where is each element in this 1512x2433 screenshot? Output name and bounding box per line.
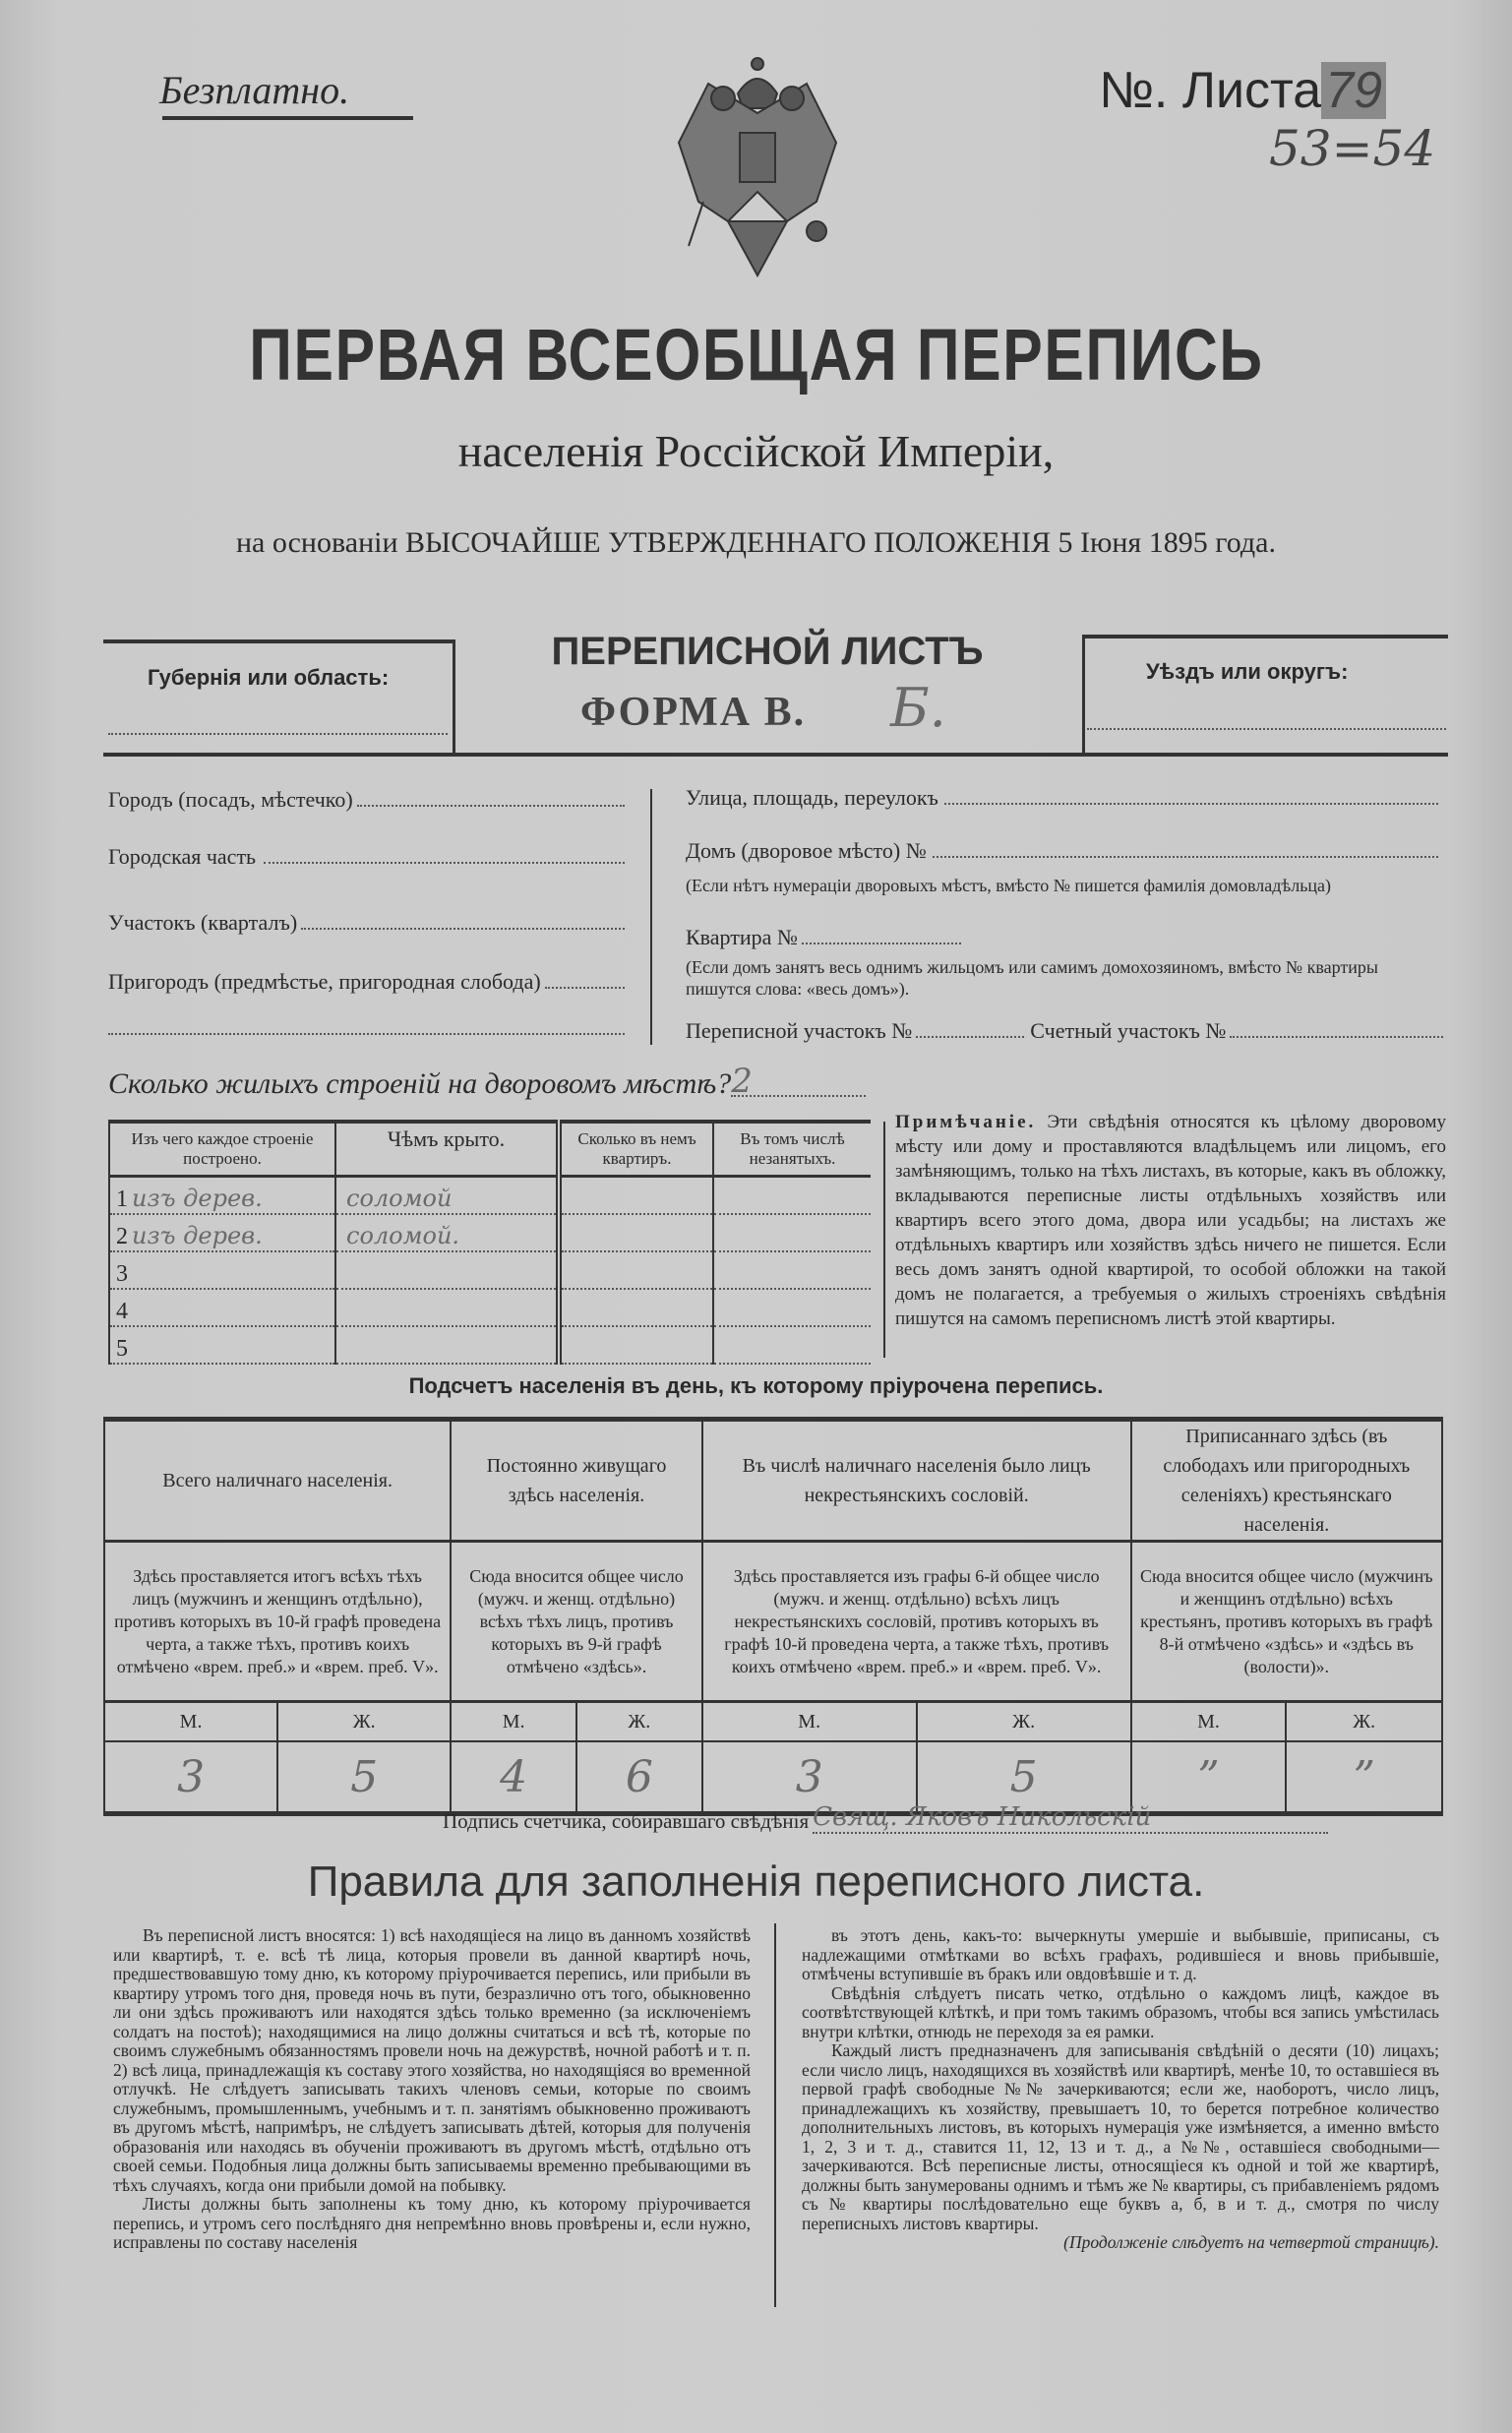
row-number: 4 <box>116 1299 128 1324</box>
title-text: ПЕРВАЯ ВСЕОБЩАЯ ПЕРЕПИСЬ <box>248 314 1264 395</box>
permanent-male[interactable]: 4 <box>451 1741 576 1814</box>
sheet-number-value: 79 <box>1321 62 1386 119</box>
col-material: Изъ чего каждое строеніе построено. <box>109 1122 335 1177</box>
precinct-field[interactable] <box>301 910 625 930</box>
col-vacant: Въ томъ числѣ незанятыхъ. <box>713 1122 871 1177</box>
rules-paragraph: Въ переписной листъ вносятся: 1) всѣ находящіеся на лицо въ данномъ хозяйствѣ или квартирѣ, т. е. всѣ тѣ лица, которыя провели въ данной квартирѣ ночь, предшествовавшую тому дню, къ которому пріурочивается перепись, или прибыли въ квартиру утромъ того дня, проведя ночь въ пути, безразлично отъ того, обыкновенно ли они здѣсь проживаютъ или находятся здѣсь только временно (за исключеніемъ солдатъ на постоѣ); находящимися на лицо должны считаться и всѣ тѣ, которые по своимъ служебнымъ обязанностямъ провели ночь на дежурствѣ, ночной работѣ и т. п. 2) всѣ лица, принадлежащія къ составу этого хозяйства, но находящіяся во временной отлучкѣ. Не слѣдуетъ записывать такихъ членовъ семьи, которые по своимъ служебнымъ, промышленнымъ, учебнымъ и т. п. занятіямъ обыкновенно проживаютъ въ другомъ мѣстѣ, напримѣръ, не слѣдуетъ записывать дѣтей, которыя для полученія образованія или находясь въ обученіи проживаютъ въ другомъ мѣстѣ, отдѣльно отъ своей семьи. Подобныя лица должны быть записываемы временно пребывающими въ тѣхъ случаяхъ, когда они прибыли домой на побывку. <box>113 1925 751 2195</box>
form-label: ФОРМА В. <box>580 690 807 735</box>
buildings-header-row <box>109 1122 871 1177</box>
suburb-row <box>108 969 625 995</box>
street-row <box>686 785 1438 811</box>
house-label: Домъ (дворовое мѣсто) № <box>686 838 927 863</box>
building-cell-roof[interactable] <box>335 1289 559 1326</box>
building-cell-flats[interactable] <box>559 1177 713 1215</box>
city-label: Городъ (посадъ, мѣстечко) <box>108 787 353 812</box>
rules-right-column <box>802 1926 1439 2253</box>
suburb-label: Пригородъ (предмѣстье, пригородная слобода) <box>108 969 541 994</box>
building-cell-material[interactable] <box>109 1214 335 1251</box>
population-count-table <box>103 1417 1443 1816</box>
house-field[interactable] <box>933 838 1438 858</box>
count-col-permanent: Постоянно живущаго здѣсь населенія. <box>451 1420 701 1542</box>
female-label: Ж. <box>917 1702 1131 1742</box>
gubernia-label: Губернія или область: <box>148 665 390 690</box>
uezd-label: Уѣздъ или округъ: <box>1146 659 1349 684</box>
suburb-field[interactable] <box>545 969 625 989</box>
divider <box>103 639 453 643</box>
subtitle: населенія Россійской Имперіи, <box>457 426 1055 476</box>
flat-note: (Если домъ занятъ весь однимъ жильцомъ или самимъ домохозяиномъ, вмѣсто № квартиры пишутся слова: «весь домъ»). <box>686 957 1378 999</box>
signature-row <box>443 1802 1328 1834</box>
census-district-field[interactable] <box>916 1018 1024 1038</box>
precinct-row <box>108 910 625 936</box>
gubernia-field[interactable] <box>108 733 448 735</box>
divider <box>883 1122 885 1358</box>
rules-paragraph: Свѣдѣнія слѣдуетъ писать четко, отдѣльно о каждомъ лицѣ, каждое въ соотвѣтствующей клѣткѣ, и при томъ такимъ образомъ, чтобы вся запись умѣстилась внутри клѣтки, отнюдь не переходя за ея рамки. <box>802 1982 1439 2041</box>
col-flats: Сколько въ немъ квартиръ. <box>559 1122 713 1177</box>
count-col-peasant: Приписаннаго здѣсь (въ слободахъ или пригородныхъ селеніяхъ) крестьянскаго населенія. <box>1131 1420 1442 1542</box>
building-row <box>109 1214 871 1251</box>
row-number: 3 <box>116 1261 128 1287</box>
male-label: М. <box>104 1702 277 1742</box>
divider <box>774 1923 776 2307</box>
rules-paragraph: Листы должны быть заполнены къ тому дню, къ которому пріурочивается перепись, и утромъ сего послѣдняго дня непремѣнно вновь провѣрены и, если нужно, исправлены по составу населенія <box>113 2194 751 2252</box>
imperial-eagle-icon <box>669 54 846 280</box>
building-roof: соломой. <box>346 1222 460 1249</box>
sheet-title: ПЕРЕПИСНОЙ ЛИСТЪ <box>551 630 984 673</box>
building-cell-material[interactable] <box>109 1177 335 1215</box>
city-part-field[interactable] <box>264 844 625 864</box>
building-cell-roof[interactable] <box>335 1251 559 1289</box>
building-material: изъ дерев. <box>132 1222 263 1249</box>
buildings-answer[interactable]: 2 <box>731 1067 866 1097</box>
rules-left-column <box>113 1926 751 2253</box>
count-sex-row <box>104 1702 1442 1742</box>
flat-label: Квартира № <box>686 925 798 949</box>
count-desc-permanent: Сюда вносится общее число (мужч. и женщ. отдѣльно) всѣхъ тѣхъ лицъ, противъ которыхъ въ 9-й графѣ отмѣчено «здѣсь». <box>451 1542 701 1702</box>
street-label: Улица, площадь, переулокъ <box>686 785 938 810</box>
female-label: Ж. <box>1286 1702 1442 1742</box>
city-part-row <box>108 844 625 870</box>
underline <box>162 116 413 120</box>
house-row <box>686 838 1438 864</box>
building-cell-vacant[interactable] <box>713 1177 871 1215</box>
building-cell-flats[interactable] <box>559 1251 713 1289</box>
flat-field[interactable] <box>802 925 961 944</box>
row-number: 2 <box>116 1224 128 1249</box>
building-row <box>109 1177 871 1215</box>
suburb-field-extra[interactable] <box>108 1033 625 1035</box>
city-part-label: Городская часть <box>108 844 257 869</box>
count-col-total: Всего наличнаго населенія. <box>104 1420 451 1542</box>
divider <box>1082 635 1448 639</box>
count-desc-total: Здѣсь проставляется итогъ всѣхъ тѣхъ лицъ (мужчинъ и женщинъ отдѣльно), противъ которыхъ въ 10-й графѣ проведена черта, а также тѣхъ, противъ коихъ отмѣчено «врем. преб.» и «врем. преб. V». <box>104 1542 451 1702</box>
house-note: (Если нѣтъ нумераціи дворовыхъ мѣстъ, вмѣсто № пишется фамилія домовладѣльца) <box>686 876 1332 895</box>
census-district-label: Переписной участокъ № <box>686 1018 913 1043</box>
building-cell-flats[interactable] <box>559 1289 713 1326</box>
male-label: М. <box>702 1702 917 1742</box>
count-desc-row <box>104 1542 1442 1702</box>
note <box>895 1110 1446 1331</box>
count-district-field[interactable] <box>1230 1018 1443 1038</box>
buildings-question: Сколько жилыхъ строеній на дворовомъ мѣстѣ? <box>108 1067 732 1100</box>
building-row <box>109 1326 871 1364</box>
building-row <box>109 1251 871 1289</box>
peasant-male[interactable]: ” <box>1131 1741 1287 1814</box>
col-roof: Чѣмъ крыто. <box>335 1122 559 1177</box>
male-label: М. <box>1131 1702 1287 1742</box>
building-cell-vacant[interactable] <box>713 1326 871 1364</box>
rules-paragraph: въ этотъ день, какъ-то: вычеркнуты умершіе и выбывшіе, приписаны, съ надлежащими отмѣтками во всѣхъ графахъ, родившіеся и вновь прибывшіе, отмѣчены вступившіе въ бракъ или овдовѣвшіе и т. д. <box>802 1925 1439 1983</box>
building-cell-vacant[interactable] <box>713 1214 871 1251</box>
count-col-non-peasant: Въ числѣ наличнаго населенія было лицъ некрестьянскихъ сословій. <box>702 1420 1131 1542</box>
peasant-female[interactable]: ” <box>1286 1741 1442 1814</box>
total-female[interactable]: 5 <box>277 1741 451 1814</box>
building-cell-roof[interactable] <box>335 1177 559 1215</box>
sheet-number-label: №. Листа <box>1099 62 1322 119</box>
uezd-field[interactable] <box>1087 728 1446 730</box>
city-field[interactable] <box>357 787 625 807</box>
note-label: Примѣчаніе. <box>895 1112 1037 1132</box>
form-handwritten: Б. <box>890 677 946 739</box>
sheet-number <box>1099 61 1386 120</box>
free-of-charge-label: Безплатно. <box>159 68 350 112</box>
rules-title: Правила для заполненія переписного листа. <box>307 1857 1205 1906</box>
building-cell-roof[interactable] <box>335 1326 559 1364</box>
handwritten-page-numbers: 53=54 <box>1269 120 1436 177</box>
permanent-female[interactable]: 6 <box>576 1741 702 1814</box>
legal-basis: на основаніи ВЫСОЧАЙШЕ УТВЕРЖДЕННАГО ПОЛОЖЕНІЯ 5 Іюня 1895 года. <box>236 526 1276 559</box>
buildings-question-row <box>108 1062 866 1103</box>
precinct-label: Участокъ (кварталъ) <box>108 910 298 935</box>
buildings-table <box>108 1120 871 1365</box>
female-label: Ж. <box>277 1702 451 1742</box>
row-number: 5 <box>116 1336 128 1362</box>
building-cell-vacant[interactable] <box>713 1251 871 1289</box>
building-cell-material[interactable] <box>109 1289 335 1326</box>
total-male[interactable]: 3 <box>104 1741 277 1814</box>
signature-label: Подпись счетчика, собиравшаго свѣдѣнія <box>443 1809 810 1833</box>
male-label: М. <box>451 1702 576 1742</box>
building-roof: соломой <box>346 1185 453 1212</box>
female-label: Ж. <box>576 1702 702 1742</box>
building-row <box>109 1289 871 1326</box>
rules-paragraph: Каждый листъ предназначенъ для записыванія свѣдѣній о десяти (10) лицахъ; если число лицъ, находящихся въ хозяйствѣ или квартирѣ, менѣе 10, то оставшіеся въ первой графѣ свободные №№ зачеркиваются; если же, наоборотъ, число лицъ, принадлежащихъ къ хозяйству, превышаетъ 10, то берется потребное количество дополнительныхъ листовъ, въ которыхъ нумерація уже измѣняется, а именно вмѣсто 1, 2, 3 и т. д., ставится 11, 12, 13 и т. д., а №№, оставшіеся свободными—зачеркиваются. Всѣ переписные листы, относящіеся къ одной и той же квартирѣ, должны быть занумерованы однимъ и тѣмъ же № квартиры, съ прибавленіемъ рядомъ съ № квартиры послѣдовательно еще буквъ а, б, в и т. д., смотря по числу переписныхъ листовъ квартиры. <box>802 2040 1439 2233</box>
city-row <box>108 787 625 813</box>
building-cell-flats[interactable] <box>559 1214 713 1251</box>
note-text: Эти свѣдѣнія относятся къ цѣлому дворовому мѣсту или дому и проставляются владѣльцемъ или лицомъ, его замѣняющимъ, только на тѣхъ листахъ, въ которые, какъ въ обложку, вкладываются переписные листы отдѣльныхъ хозяйствъ или квартиръ всего этого дома, двора или усадьбы; на листахъ же отдѣльныхъ квартиръ или хозяйствъ здѣсь ничего не пишется. Если весь домъ занятъ одной квартирой, то особой обложки на такой домъ не полагается, а требуемыя о жилыхъ строеніяхъ свѣдѣнія пишутся на самомъ переписномъ листѣ этой квартиры. <box>895 1112 1446 1329</box>
flat-row <box>686 925 961 950</box>
district-row <box>686 1018 1443 1044</box>
signature-field[interactable]: Свящ. Яковъ Никольскій <box>813 1802 1328 1834</box>
page-title <box>0 313 1512 396</box>
divider <box>1082 635 1085 753</box>
street-field[interactable] <box>944 785 1438 805</box>
divider <box>650 789 652 1045</box>
building-cell-material[interactable] <box>109 1251 335 1289</box>
building-cell-flats[interactable] <box>559 1326 713 1364</box>
divider <box>103 753 1448 757</box>
building-cell-material[interactable] <box>109 1326 335 1364</box>
building-cell-vacant[interactable] <box>713 1289 871 1326</box>
building-cell-roof[interactable] <box>335 1214 559 1251</box>
row-number: 1 <box>116 1186 128 1212</box>
count-header-row <box>104 1420 1442 1542</box>
count-desc-peasant: Сюда вносится общее число (мужчинъ и женщинъ отдѣльно) всѣхъ крестьянъ, противъ которыхъ въ графѣ 8-й отмѣчено «здѣсь» и «здѣсь въ (волости)». <box>1131 1542 1442 1702</box>
count-table-title: Подсчетъ населенія въ день, къ которому пріурочена перепись. <box>408 1373 1104 1398</box>
building-material: изъ дерев. <box>132 1185 263 1212</box>
rules-continued: (Продолженіе слѣдуетъ на четвертой страницѣ). <box>1063 2232 1439 2252</box>
count-desc-non-peasant: Здѣсь проставляется изъ графы 6-й общее число (мужч. и женщ. отдѣльно) всѣхъ лицъ некрестьянскихъ сословій, противъ которыхъ въ графѣ 10-й проведена черта, а также тѣхъ, противъ коихъ отмѣчено «врем. преб.» и «врем. преб. V». <box>702 1542 1131 1702</box>
non-peasant-male[interactable]: 3 <box>702 1741 917 1814</box>
non-peasant-female[interactable]: 5 <box>917 1741 1131 1814</box>
count-district-label: Счетный участокъ № <box>1030 1018 1227 1043</box>
